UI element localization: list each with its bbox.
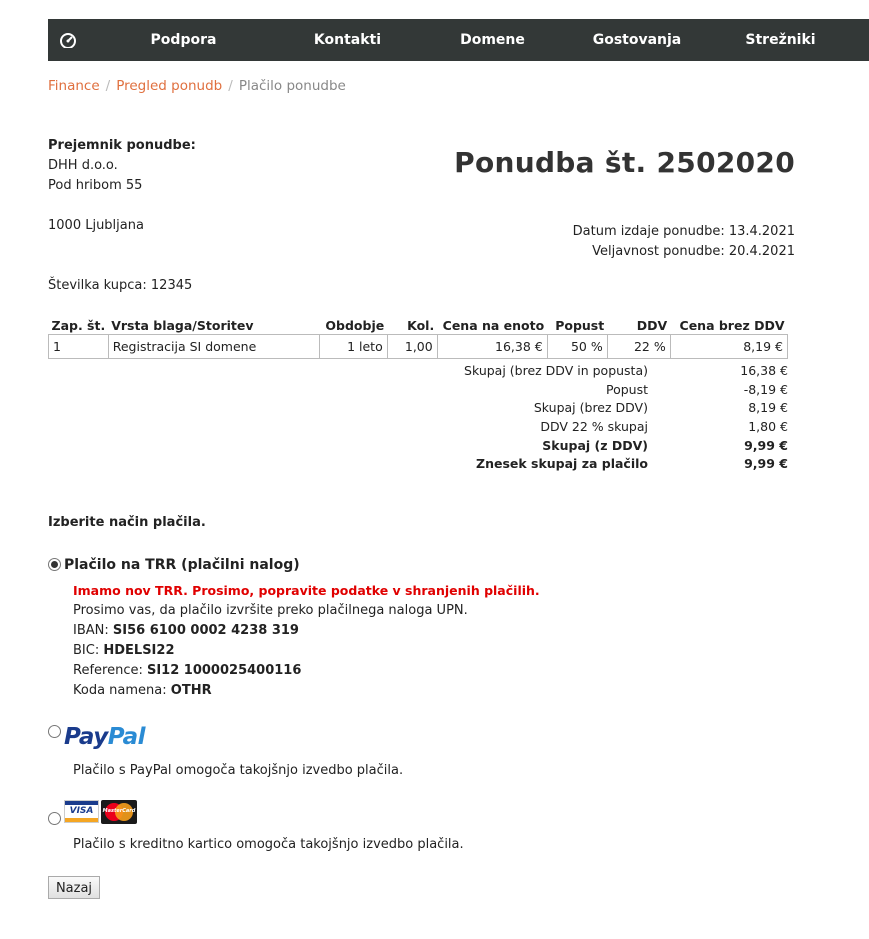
- cell-unit-price: 16,38 €: [437, 335, 547, 359]
- payment-trr-label[interactable]: Plačilo na TRR (plačilni nalog): [64, 557, 300, 573]
- nav-item-strezniki[interactable]: Strežniki: [745, 32, 816, 48]
- breadcrumb-separator: /: [105, 78, 111, 94]
- top-nav: [48, 19, 869, 61]
- bic-label: BIC:: [73, 643, 100, 658]
- iban-value: SI56 6100 0002 4238 319: [112, 623, 299, 638]
- offer-items-table: [48, 316, 788, 359]
- summary-value: 16,38 €: [740, 363, 788, 378]
- summary-label: Skupaj (brez DDV): [533, 400, 648, 415]
- nav-item-kontakti[interactable]: Kontakti: [313, 32, 382, 48]
- breadcrumb: [48, 78, 346, 94]
- offer-validity: Veljavnost ponudbe: 20.4.2021: [592, 244, 795, 259]
- summary-value: 9,99 €: [744, 456, 788, 471]
- payment-trr-instruction: Prosimo vas, da plačilo izvršite preko plačilnega naloga UPN.: [73, 603, 468, 618]
- cell-item: Registracija SI domene: [108, 335, 319, 359]
- summary-label: Znesek skupaj za plačilo: [476, 456, 648, 471]
- paypal-logo[interactable]: [64, 724, 145, 750]
- col-header: DDV: [636, 317, 668, 333]
- nav-item-gostovanja[interactable]: Gostovanja: [592, 32, 682, 48]
- visa-card-icon[interactable]: [64, 800, 99, 823]
- cell-period: 1 leto: [319, 335, 387, 359]
- cell-discount: 50 %: [547, 335, 607, 359]
- reference-label: Reference:: [73, 663, 143, 678]
- breadcrumb-finance[interactable]: Finance: [48, 78, 100, 94]
- payment-reference: [73, 663, 301, 678]
- table-header-row: [49, 316, 788, 335]
- visa-label: VISA: [69, 806, 94, 816]
- col-header: Vrsta blaga/Storitev: [111, 317, 254, 333]
- breadcrumb-current: Plačilo ponudbe: [238, 78, 346, 94]
- payment-heading: Izberite način plačila.: [48, 515, 206, 530]
- recipient-name: DHH d.o.o.: [48, 158, 118, 173]
- nav-item-podpora[interactable]: Podpora: [150, 32, 217, 48]
- summary-label: Skupaj (brez DDV in popusta): [464, 363, 648, 378]
- summary-value: 1,80 €: [748, 419, 788, 434]
- paypal-logo-pal: Pal: [107, 724, 145, 750]
- payment-paypal-radio[interactable]: [48, 725, 61, 738]
- dashboard-icon[interactable]: [59, 32, 77, 48]
- recipient-street: Pod hribom 55: [48, 178, 143, 193]
- offer-issue-date: Datum izdaje ponudbe: 13.4.2021: [572, 224, 795, 239]
- payment-iban: [73, 623, 299, 638]
- reference-value: SI12 1000025400116: [146, 663, 302, 678]
- recipient-city: 1000 Ljubljana: [48, 218, 144, 233]
- summary-label: Skupaj (z DDV): [542, 438, 648, 453]
- offer-title: Ponudba št. 2502020: [454, 146, 795, 179]
- payment-card-desc: Plačilo s kreditno kartico omogoča takojšnjo izvedbo plačila.: [73, 837, 464, 852]
- summary-value: 9,99 €: [744, 438, 788, 453]
- payment-bic: [73, 643, 175, 658]
- mastercard-label: MasterCard: [102, 808, 136, 814]
- payment-trr-warning: Imamo nov TRR. Prosimo, popravite podatke v shranjenih plačilih.: [73, 583, 540, 598]
- mastercard-icon[interactable]: [101, 800, 137, 824]
- summary-label: Popust: [605, 382, 648, 397]
- summary-value: 8,19 €: [748, 400, 788, 415]
- table-row: [49, 335, 788, 359]
- cell-price-net: 8,19 €: [670, 335, 787, 359]
- cell-no: 1: [49, 335, 109, 359]
- col-header: Popust: [555, 317, 605, 333]
- nav-item-domene[interactable]: Domene: [460, 32, 525, 48]
- breadcrumb-pregled-ponudb[interactable]: Pregled ponudb: [116, 78, 223, 94]
- purpose-code-label: Koda namena:: [73, 683, 167, 698]
- col-header: Cena na enoto: [442, 317, 545, 333]
- summary-label: DDV 22 % skupaj: [540, 419, 648, 434]
- customer-number: Številka kupca: 12345: [48, 278, 193, 293]
- payment-card-radio[interactable]: [48, 812, 61, 825]
- payment-trr-radio[interactable]: [48, 558, 61, 571]
- purpose-code-value: OTHR: [170, 683, 212, 698]
- paypal-logo-pay: Pay: [64, 724, 108, 750]
- iban-label: IBAN:: [73, 623, 109, 638]
- payment-purpose-code: [73, 683, 212, 698]
- col-header: Cena brez DDV: [679, 317, 785, 333]
- payment-paypal-desc: Plačilo s PayPal omogoča takojšnjo izvedbo plačila.: [73, 763, 404, 778]
- summary-value: -8,19 €: [743, 382, 788, 397]
- cell-vat: 22 %: [607, 335, 670, 359]
- recipient-label: Prejemnik ponudbe:: [48, 138, 196, 153]
- col-header: Kol.: [407, 317, 435, 333]
- col-header: Obdobje: [325, 317, 385, 333]
- col-header: Zap. št.: [51, 317, 106, 333]
- back-button[interactable]: Nazaj: [48, 876, 100, 899]
- breadcrumb-separator: /: [228, 78, 233, 94]
- bic-value: HDELSI22: [103, 643, 175, 658]
- cell-qty: 1,00: [387, 335, 437, 359]
